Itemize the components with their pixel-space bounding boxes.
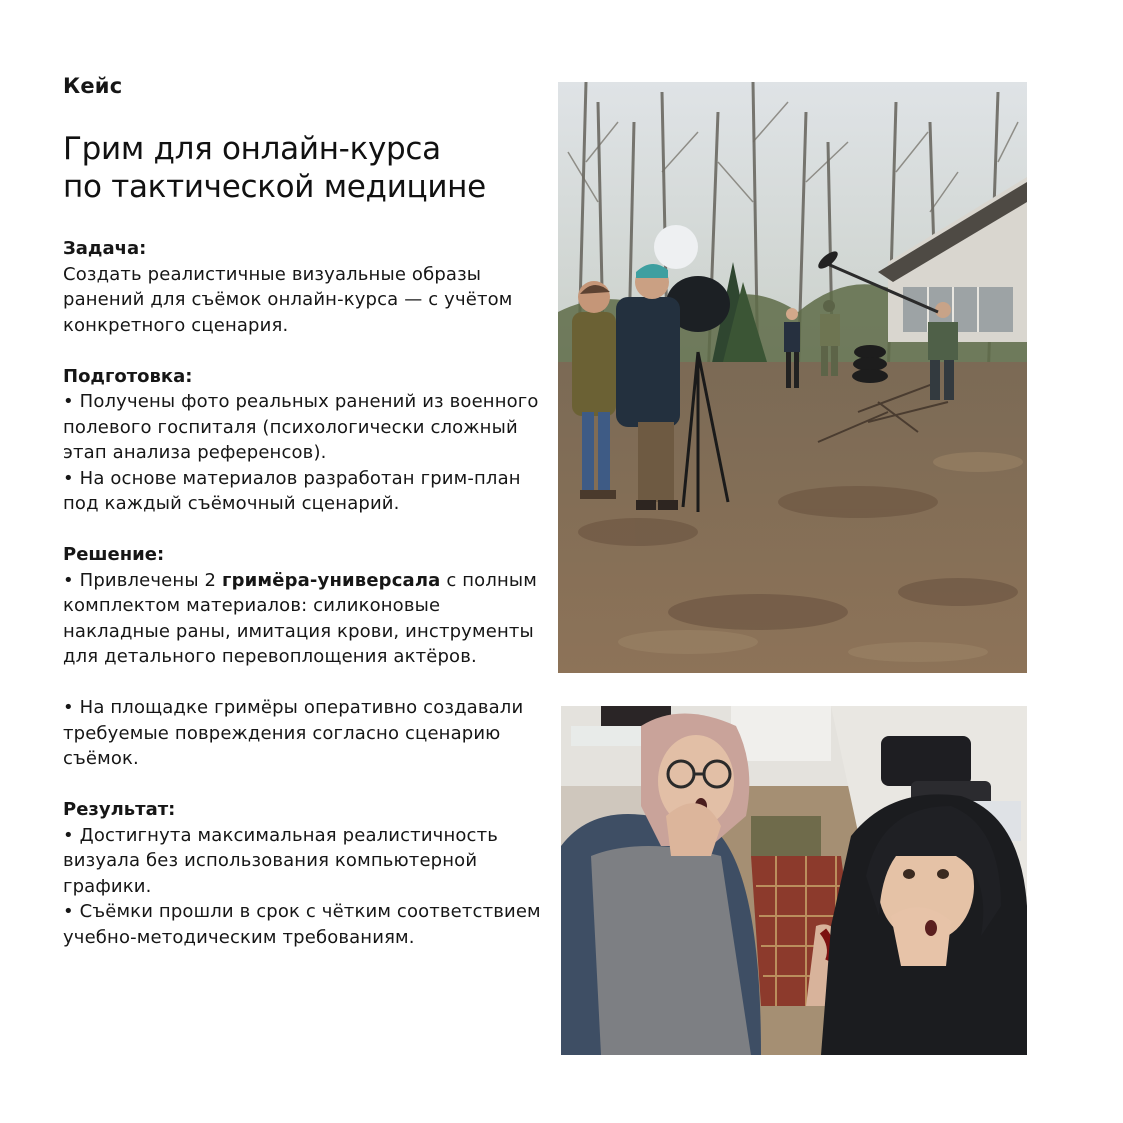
solution-section xyxy=(63,542,541,772)
title-line-2: по тактической медицине xyxy=(63,169,486,205)
solution-item-2: • На площадке гримёры оперативно создавали требуемые повреждения согласно сценарию съёмок. xyxy=(63,697,524,769)
solution-heading: Решение: xyxy=(63,544,165,565)
prep-heading: Подготовка: xyxy=(63,365,193,387)
prep-item-2: • На основе материалов разработан грим-план под каждый съёмочный сценарий. xyxy=(63,467,521,514)
solution-item-1-pre: • Привлечены 2 xyxy=(63,569,223,591)
page-title xyxy=(63,130,541,206)
prep-section xyxy=(63,364,541,517)
solution-item-1-strong: гримёра-универсала xyxy=(222,569,441,591)
task-heading: Задача: xyxy=(63,238,147,259)
result-item-2: • Съёмки прошли в срок с чётким соответствием учебно-методическим требованиям. xyxy=(63,901,541,948)
result-item-1: • Достигнута максимальная реалистичность визуала без использования компьютерной графики. xyxy=(63,824,498,897)
makeup-artists-photo xyxy=(561,706,1027,1055)
film-set-photo xyxy=(558,82,1027,673)
solution-item-1-post: с полным комплектом материалов: силиконовые накладные раны, имитация крови, инструменты для детального перевоплощения актёров. xyxy=(63,569,538,667)
task-text: Создать реалистичные визуальные образы ранений для съёмок онлайн-курса — с учётом конкретного сценария. xyxy=(63,263,513,336)
solution-item-1 xyxy=(63,568,541,670)
result-section xyxy=(63,797,541,950)
film-set-illustration xyxy=(558,82,1027,673)
title-line-1: Грим для онлайн-курса xyxy=(63,131,441,167)
task-section xyxy=(63,236,541,338)
makeup-artists-illustration xyxy=(561,706,1027,1055)
text-column xyxy=(63,72,541,950)
result-heading: Результат: xyxy=(63,799,176,820)
case-sections xyxy=(63,236,541,950)
case-label: Кейс xyxy=(63,74,123,98)
prep-item-1: • Получены фото реальных ранений из военного полевого госпиталя (психологически сложный этап анализа референсов). xyxy=(63,391,539,463)
